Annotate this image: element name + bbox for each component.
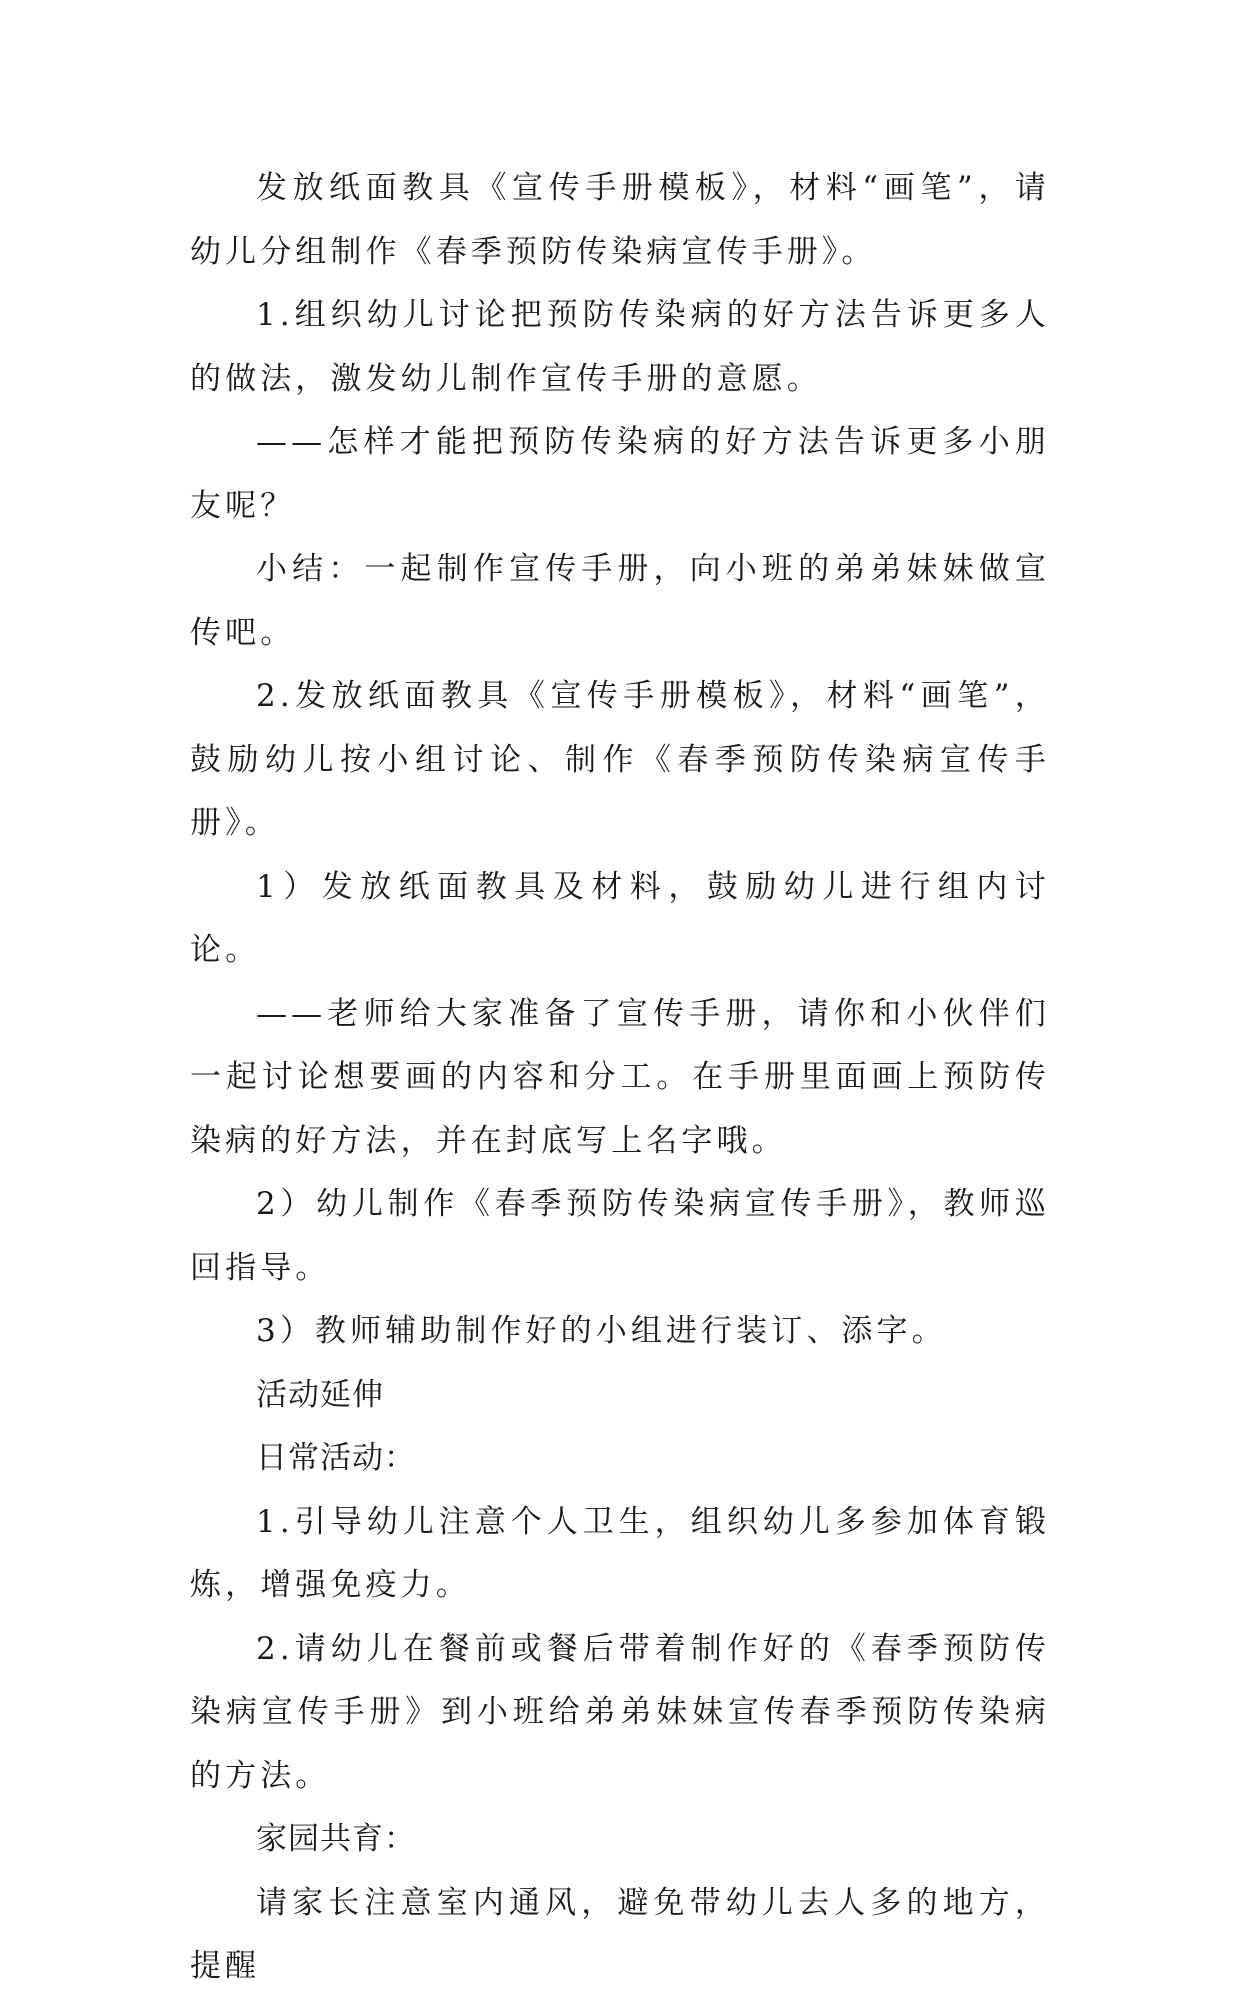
- paragraph-daily-2: 2.请幼儿在餐前或餐后带着制作好的《春季预防传染病宣传手册》到小班给弟弟妹妹宣传春季预防传染病的方法。: [190, 1630, 1050, 1794]
- paragraph-teacher-prompt: ——老师给大家准备了宣传手册，请你和小伙伴们一起讨论想要画的内容和分工。在手册里面画上预防传染病的好方法，并在封底写上名字哦。: [190, 995, 1050, 1159]
- document-body: [190, 157, 1050, 1999]
- paragraph-question: ——怎样才能把预防传染病的好方法告诉更多小朋友呢？: [190, 424, 1050, 524]
- paragraph-step-1: 1.组织幼儿讨论把预防传染病的好方法告诉更多人的做法，激发幼儿制作宣传手册的意愿。: [190, 297, 1050, 397]
- section-heading-extension: 活动延伸: [256, 1376, 384, 1413]
- paragraph-home: 请家长注意室内通风，避免带幼儿去人多的地方，提醒: [190, 1884, 1050, 1984]
- paragraph-substep-1: 1）发放纸面教具及材料，鼓励幼儿进行组内讨论。: [190, 868, 1050, 968]
- paragraph-summary: 小结：一起制作宣传手册，向小班的弟弟妹妹做宣传吧。: [190, 551, 1050, 651]
- section-heading-home: 家园共育：: [256, 1821, 416, 1857]
- paragraph-substep-2: 2）幼儿制作《春季预防传染病宣传手册》，教师巡回指导。: [190, 1186, 1050, 1286]
- paragraph-daily-1: 1.引导幼儿注意个人卫生，组织幼儿多参加体育锻炼，增强免疫力。: [190, 1503, 1050, 1603]
- section-heading-daily: 日常活动：: [256, 1440, 416, 1476]
- paragraph-step-2: 2.发放纸面教具《宣传手册模板》，材料“画笔”，鼓励幼儿按小组讨论、制作《春季预防传染病宣传手册》。: [190, 678, 1050, 841]
- paragraph-substep-3: 3）教师辅助制作好的小组进行装订、添字。: [256, 1313, 947, 1349]
- paragraph-intro: 发放纸面教具《宣传手册模板》，材料“画笔”，请幼儿分组制作《春季预防传染病宣传手册》。: [190, 170, 1050, 270]
